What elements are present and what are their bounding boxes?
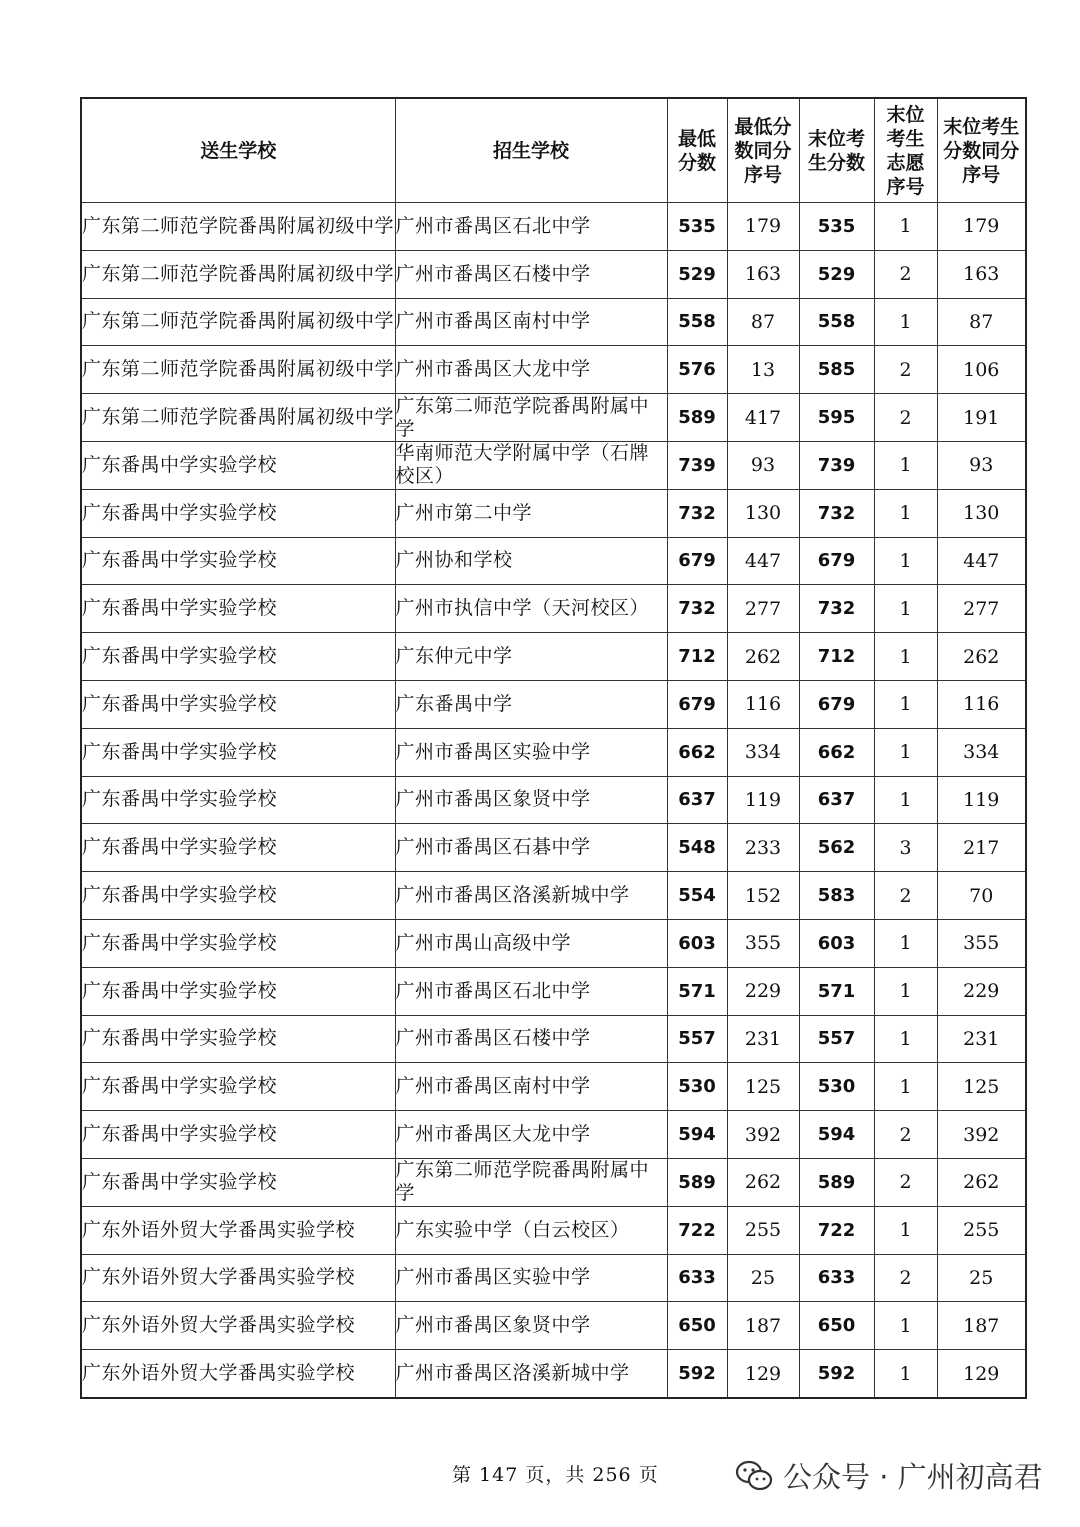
receiving-school-text: 广州市番禺区南村中学	[395, 1075, 591, 1098]
sending-school-text: 广东番禺中学实验学校	[82, 740, 278, 763]
cell-last-score-rank: 392	[937, 1111, 1026, 1159]
cell-min-score: 603	[667, 919, 727, 967]
table-row	[81, 585, 1026, 633]
cell-last-choice-no: 1	[874, 1015, 937, 1063]
cell-min-score: 554	[667, 872, 727, 920]
cell-min-score: 529	[667, 250, 727, 298]
sending-school-text: 广东番禺中学实验学校	[82, 931, 278, 954]
cell-last-score-rank: 187	[937, 1302, 1026, 1350]
cell-receiving-school	[395, 346, 667, 394]
cell-min-score-rank: 130	[727, 489, 799, 537]
cell-min-score-rank: 87	[727, 298, 799, 346]
cell-min-score-rank: 179	[727, 203, 799, 251]
cell-last-choice-no: 1	[874, 489, 937, 537]
receiving-school-text: 广州市番禺区实验中学	[395, 740, 591, 763]
table-row	[81, 633, 1026, 681]
table-row	[81, 489, 1026, 537]
cell-receiving-school	[395, 967, 667, 1015]
cell-last-score: 650	[799, 1302, 874, 1350]
sending-school-text: 广东番禺中学实验学校	[82, 645, 278, 668]
cell-last-score-rank: 179	[937, 203, 1026, 251]
cell-min-score-rank: 229	[727, 967, 799, 1015]
table-row	[81, 967, 1026, 1015]
receiving-school-text: 广州市番禺区石北中学	[395, 979, 591, 1002]
cell-min-score: 662	[667, 728, 727, 776]
cell-last-choice-no: 1	[874, 1206, 937, 1254]
receiving-school-text: 广东番禺中学	[395, 692, 513, 715]
page-number: 第 147 页，共 256 页	[452, 1464, 659, 1486]
table-header-row	[81, 98, 1026, 203]
cell-sending-school	[81, 1302, 395, 1350]
cell-last-choice-no: 1	[874, 441, 937, 489]
cell-last-choice-no: 2	[874, 346, 937, 394]
cell-sending-school	[81, 1063, 395, 1111]
cell-min-score-rank: 334	[727, 728, 799, 776]
receiving-school-text: 广州市禺山高级中学	[395, 931, 572, 954]
cell-receiving-school	[395, 1158, 667, 1206]
cell-min-score-rank: 355	[727, 919, 799, 967]
cell-last-choice-no: 3	[874, 824, 937, 872]
cell-last-score: 712	[799, 633, 874, 681]
table-row	[81, 346, 1026, 394]
cell-last-score: 679	[799, 680, 874, 728]
cell-receiving-school	[395, 728, 667, 776]
cell-sending-school	[81, 1350, 395, 1398]
wechat-icon	[735, 1460, 773, 1492]
admission-table	[80, 97, 1027, 1399]
cell-receiving-school	[395, 824, 667, 872]
cell-last-score-rank: 163	[937, 250, 1026, 298]
cell-last-score-rank: 106	[937, 346, 1026, 394]
cell-min-score: 633	[667, 1254, 727, 1302]
cell-last-score-rank: 87	[937, 298, 1026, 346]
sending-school-text: 广东番禺中学实验学校	[82, 979, 278, 1002]
cell-receiving-school	[395, 680, 667, 728]
table-body	[81, 203, 1026, 1398]
receiving-school-text: 广东第二师范学院番禺附属中学	[395, 394, 650, 440]
cell-last-score-rank: 447	[937, 537, 1026, 585]
cell-last-choice-no: 1	[874, 1350, 937, 1398]
cell-min-score-rank: 25	[727, 1254, 799, 1302]
cell-last-score: 732	[799, 489, 874, 537]
table-row	[81, 1015, 1026, 1063]
receiving-school-text: 广州市第二中学	[395, 501, 533, 524]
cell-last-score-rank: 262	[937, 1158, 1026, 1206]
cell-min-score: 739	[667, 441, 727, 489]
receiving-school-text: 广州市番禺区洛溪新城中学	[395, 1362, 630, 1385]
cell-last-score-rank: 119	[937, 776, 1026, 824]
table-row	[81, 728, 1026, 776]
cell-last-score: 739	[799, 441, 874, 489]
table-row	[81, 394, 1026, 442]
cell-last-score-rank: 191	[937, 394, 1026, 442]
cell-last-score: 594	[799, 1111, 874, 1159]
sending-school-text: 广东番禺中学实验学校	[82, 549, 278, 572]
cell-sending-school	[81, 776, 395, 824]
cell-sending-school	[81, 633, 395, 681]
cell-receiving-school	[395, 872, 667, 920]
cell-min-score-rank: 129	[727, 1350, 799, 1398]
table-row	[81, 441, 1026, 489]
receiving-school-text: 华南师范大学附属中学（石牌校区）	[395, 442, 650, 488]
cell-sending-school	[81, 489, 395, 537]
cell-receiving-school	[395, 203, 667, 251]
receiving-school-text: 广东仲元中学	[395, 645, 513, 668]
receiving-school-text: 广州市番禺区大龙中学	[395, 358, 591, 381]
cell-sending-school	[81, 346, 395, 394]
cell-last-score-rank: 277	[937, 585, 1026, 633]
cell-receiving-school	[395, 489, 667, 537]
cell-receiving-school	[395, 1206, 667, 1254]
cell-last-score: 603	[799, 919, 874, 967]
cell-receiving-school	[395, 585, 667, 633]
cell-sending-school	[81, 1206, 395, 1254]
receiving-school-text: 广州协和学校	[395, 549, 513, 572]
table-row	[81, 872, 1026, 920]
cell-min-score: 571	[667, 967, 727, 1015]
cell-last-score-rank: 130	[937, 489, 1026, 537]
cell-min-score: 548	[667, 824, 727, 872]
cell-min-score-rank: 187	[727, 1302, 799, 1350]
cell-sending-school	[81, 728, 395, 776]
cell-min-score-rank: 277	[727, 585, 799, 633]
cell-sending-school	[81, 919, 395, 967]
sending-school-text: 广东番禺中学实验学校	[82, 453, 278, 476]
cell-last-score: 589	[799, 1158, 874, 1206]
cell-sending-school	[81, 585, 395, 633]
cell-receiving-school	[395, 441, 667, 489]
sending-school-text: 广东番禺中学实验学校	[82, 1075, 278, 1098]
cell-last-choice-no: 1	[874, 1063, 937, 1111]
sending-school-text: 广东外语外贸大学番禺实验学校	[82, 1266, 356, 1289]
table-row	[81, 1158, 1026, 1206]
cell-min-score: 679	[667, 680, 727, 728]
header-last-score: 末位考 生分数	[799, 98, 874, 203]
sending-school-text: 广东番禺中学实验学校	[82, 1123, 278, 1146]
cell-last-choice-no: 2	[874, 394, 937, 442]
cell-receiving-school	[395, 776, 667, 824]
cell-min-score-rank: 163	[727, 250, 799, 298]
cell-receiving-school	[395, 250, 667, 298]
watermark	[735, 1455, 1043, 1496]
header-last-score-rank: 末位考生 分数同分 序号	[937, 98, 1026, 203]
receiving-school-text: 广州市番禺区大龙中学	[395, 1123, 591, 1146]
receiving-school-text: 广州市番禺区石碁中学	[395, 836, 591, 859]
cell-last-score: 558	[799, 298, 874, 346]
cell-min-score: 576	[667, 346, 727, 394]
receiving-school-text: 广州市番禺区石北中学	[395, 214, 591, 237]
cell-last-score: 530	[799, 1063, 874, 1111]
header-min-score: 最低 分数	[667, 98, 727, 203]
receiving-school-text: 广州市番禺区实验中学	[395, 1266, 591, 1289]
receiving-school-text: 广州市番禺区象贤中学	[395, 788, 591, 811]
cell-min-score-rank: 13	[727, 346, 799, 394]
cell-last-score: 732	[799, 585, 874, 633]
cell-min-score-rank: 233	[727, 824, 799, 872]
cell-last-score: 557	[799, 1015, 874, 1063]
header-receiving-school: 招生学校	[395, 98, 667, 203]
cell-last-score: 662	[799, 728, 874, 776]
table-row	[81, 1206, 1026, 1254]
cell-min-score: 589	[667, 1158, 727, 1206]
cell-receiving-school	[395, 919, 667, 967]
cell-sending-school	[81, 250, 395, 298]
cell-receiving-school	[395, 1350, 667, 1398]
cell-min-score: 592	[667, 1350, 727, 1398]
cell-last-score: 535	[799, 203, 874, 251]
cell-last-choice-no: 2	[874, 1111, 937, 1159]
table-row	[81, 1254, 1026, 1302]
cell-last-choice-no: 2	[874, 872, 937, 920]
cell-min-score-rank: 262	[727, 1158, 799, 1206]
cell-min-score: 535	[667, 203, 727, 251]
cell-last-choice-no: 1	[874, 728, 937, 776]
cell-sending-school	[81, 394, 395, 442]
cell-sending-school	[81, 967, 395, 1015]
sending-school-text: 广东番禺中学实验学校	[82, 692, 278, 715]
sending-school-text: 广东第二师范学院番禺附属初级中学	[82, 406, 395, 429]
cell-sending-school	[81, 1158, 395, 1206]
sending-school-text: 广东第二师范学院番禺附属初级中学	[82, 358, 395, 381]
cell-last-score: 529	[799, 250, 874, 298]
cell-last-choice-no: 1	[874, 203, 937, 251]
cell-min-score-rank: 255	[727, 1206, 799, 1254]
cell-receiving-school	[395, 537, 667, 585]
cell-last-score-rank: 70	[937, 872, 1026, 920]
cell-sending-school	[81, 1254, 395, 1302]
table-row	[81, 250, 1026, 298]
cell-last-score-rank: 116	[937, 680, 1026, 728]
cell-last-score-rank: 125	[937, 1063, 1026, 1111]
cell-sending-school	[81, 1015, 395, 1063]
cell-min-score: 650	[667, 1302, 727, 1350]
cell-last-choice-no: 1	[874, 537, 937, 585]
table-row	[81, 1063, 1026, 1111]
table-row	[81, 824, 1026, 872]
cell-min-score-rank: 116	[727, 680, 799, 728]
cell-last-score-rank: 217	[937, 824, 1026, 872]
cell-min-score: 722	[667, 1206, 727, 1254]
cell-sending-school	[81, 203, 395, 251]
receiving-school-text: 广州市番禺区洛溪新城中学	[395, 884, 630, 907]
table-row	[81, 537, 1026, 585]
receiving-school-text: 广州市番禺区石楼中学	[395, 262, 591, 285]
cell-last-score-rank: 229	[937, 967, 1026, 1015]
cell-min-score: 594	[667, 1111, 727, 1159]
cell-sending-school	[81, 298, 395, 346]
cell-last-choice-no: 1	[874, 680, 937, 728]
cell-last-score: 595	[799, 394, 874, 442]
cell-last-choice-no: 1	[874, 633, 937, 681]
cell-last-score: 585	[799, 346, 874, 394]
cell-min-score: 530	[667, 1063, 727, 1111]
cell-last-score: 562	[799, 824, 874, 872]
header-last-choice-no: 末位 考生 志愿 序号	[874, 98, 937, 203]
watermark-text: 公众号 · 广州初高君	[783, 1460, 1043, 1494]
cell-last-choice-no: 1	[874, 919, 937, 967]
cell-sending-school	[81, 680, 395, 728]
sending-school-text: 广东番禺中学实验学校	[82, 884, 278, 907]
sending-school-text: 广东第二师范学院番禺附属初级中学	[82, 262, 395, 285]
cell-last-score-rank: 334	[937, 728, 1026, 776]
cell-last-score-rank: 255	[937, 1206, 1026, 1254]
cell-last-score-rank: 129	[937, 1350, 1026, 1398]
cell-receiving-school	[395, 394, 667, 442]
cell-receiving-school	[395, 1254, 667, 1302]
cell-last-choice-no: 1	[874, 1302, 937, 1350]
table-row	[81, 1302, 1026, 1350]
header-min-score-rank: 最低分 数同分 序号	[727, 98, 799, 203]
cell-min-score: 732	[667, 489, 727, 537]
cell-min-score: 679	[667, 537, 727, 585]
cell-last-score-rank: 25	[937, 1254, 1026, 1302]
cell-sending-school	[81, 824, 395, 872]
sending-school-text: 广东外语外贸大学番禺实验学校	[82, 1218, 356, 1241]
cell-min-score-rank: 417	[727, 394, 799, 442]
cell-min-score-rank: 447	[727, 537, 799, 585]
cell-last-score: 679	[799, 537, 874, 585]
table-row	[81, 680, 1026, 728]
table-row	[81, 298, 1026, 346]
cell-min-score-rank: 125	[727, 1063, 799, 1111]
cell-min-score: 557	[667, 1015, 727, 1063]
table-row	[81, 203, 1026, 251]
cell-last-score-rank: 231	[937, 1015, 1026, 1063]
cell-last-score-rank: 262	[937, 633, 1026, 681]
cell-min-score-rank: 93	[727, 441, 799, 489]
cell-receiving-school	[395, 1302, 667, 1350]
cell-min-score: 732	[667, 585, 727, 633]
cell-receiving-school	[395, 1063, 667, 1111]
header-sending-school: 送生学校	[81, 98, 395, 203]
sending-school-text: 广东第二师范学院番禺附属初级中学	[82, 310, 395, 333]
cell-sending-school	[81, 537, 395, 585]
receiving-school-text: 广东实验中学（白云校区）	[395, 1218, 630, 1241]
cell-min-score: 712	[667, 633, 727, 681]
cell-last-score-rank: 355	[937, 919, 1026, 967]
sending-school-text: 广东番禺中学实验学校	[82, 597, 278, 620]
cell-last-score: 571	[799, 967, 874, 1015]
cell-min-score-rank: 262	[727, 633, 799, 681]
receiving-school-text: 广州市番禺区南村中学	[395, 310, 591, 333]
cell-last-choice-no: 2	[874, 1254, 937, 1302]
cell-last-choice-no: 2	[874, 250, 937, 298]
cell-min-score: 589	[667, 394, 727, 442]
cell-last-choice-no: 1	[874, 776, 937, 824]
cell-receiving-school	[395, 1015, 667, 1063]
cell-sending-school	[81, 441, 395, 489]
cell-last-choice-no: 1	[874, 298, 937, 346]
cell-last-score-rank: 93	[937, 441, 1026, 489]
cell-last-score: 583	[799, 872, 874, 920]
cell-min-score-rank: 392	[727, 1111, 799, 1159]
receiving-school-text: 广州市番禺区象贤中学	[395, 1314, 591, 1337]
table-row	[81, 776, 1026, 824]
sending-school-text: 广东第二师范学院番禺附属初级中学	[82, 214, 395, 237]
cell-last-score: 592	[799, 1350, 874, 1398]
cell-last-choice-no: 2	[874, 1158, 937, 1206]
sending-school-text: 广东番禺中学实验学校	[82, 836, 278, 859]
sending-school-text: 广东番禺中学实验学校	[82, 1170, 278, 1193]
cell-last-score: 633	[799, 1254, 874, 1302]
receiving-school-text: 广州市执信中学（天河校区）	[395, 597, 650, 620]
table-row	[81, 919, 1026, 967]
cell-min-score: 637	[667, 776, 727, 824]
sending-school-text: 广东外语外贸大学番禺实验学校	[82, 1314, 356, 1337]
cell-last-score: 722	[799, 1206, 874, 1254]
sending-school-text: 广东外语外贸大学番禺实验学校	[82, 1362, 356, 1385]
cell-min-score-rank: 231	[727, 1015, 799, 1063]
receiving-school-text: 广州市番禺区石楼中学	[395, 1027, 591, 1050]
table-row	[81, 1111, 1026, 1159]
cell-min-score: 558	[667, 298, 727, 346]
sending-school-text: 广东番禺中学实验学校	[82, 1027, 278, 1050]
cell-last-choice-no: 1	[874, 967, 937, 1015]
cell-min-score-rank: 152	[727, 872, 799, 920]
cell-last-score: 637	[799, 776, 874, 824]
receiving-school-text: 广东第二师范学院番禺附属中学	[395, 1159, 650, 1205]
cell-min-score-rank: 119	[727, 776, 799, 824]
cell-last-choice-no: 1	[874, 585, 937, 633]
cell-sending-school	[81, 1111, 395, 1159]
sending-school-text: 广东番禺中学实验学校	[82, 501, 278, 524]
cell-receiving-school	[395, 298, 667, 346]
cell-receiving-school	[395, 1111, 667, 1159]
sending-school-text: 广东番禺中学实验学校	[82, 788, 278, 811]
table-row	[81, 1350, 1026, 1398]
cell-sending-school	[81, 872, 395, 920]
cell-receiving-school	[395, 633, 667, 681]
